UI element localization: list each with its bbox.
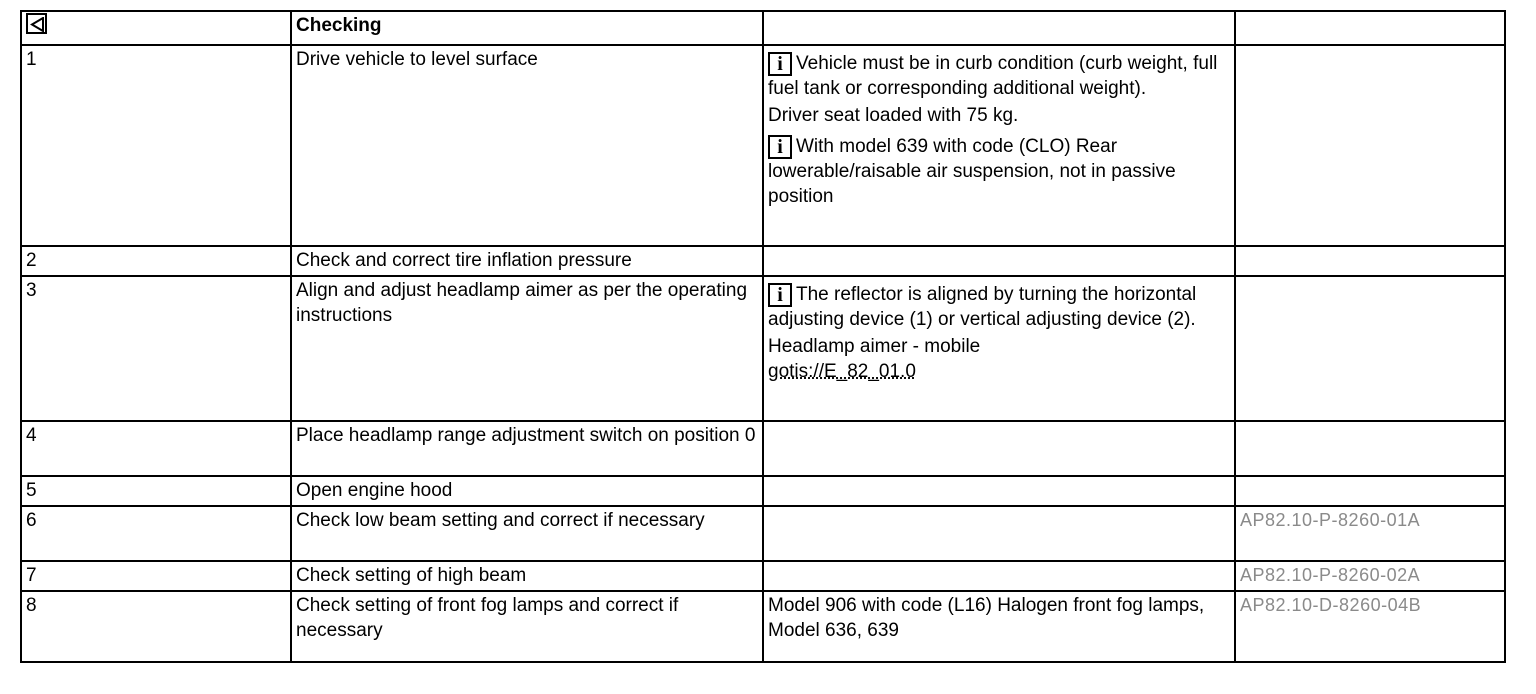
page-title: Checking bbox=[291, 11, 763, 45]
table-row bbox=[21, 591, 1505, 662]
header-empty-cell bbox=[763, 11, 1235, 45]
step-number: 2 bbox=[21, 246, 291, 276]
table-row bbox=[21, 561, 1505, 591]
table-header-row bbox=[21, 11, 1505, 45]
step-ref bbox=[1235, 246, 1505, 276]
step-ref[interactable]: AP82.10-P-8260-02A bbox=[1235, 561, 1505, 591]
procedure-table bbox=[20, 10, 1506, 663]
step-notes bbox=[763, 421, 1235, 476]
note bbox=[768, 282, 1230, 332]
note-text: Vehicle must be in curb condition (curb weight, full fuel tank or corresponding additional weight). bbox=[768, 53, 1218, 99]
step-number: 3 bbox=[21, 276, 291, 421]
step-notes bbox=[763, 591, 1235, 662]
note-text: The reflector is aligned by turning the horizontal adjusting device (1) or vertical adjusting device (2). bbox=[768, 284, 1197, 330]
step-action: Place headlamp range adjustment switch on position 0 bbox=[291, 421, 763, 476]
note-text: Headlamp aimer - mobile bbox=[768, 336, 981, 357]
info-icon: i bbox=[768, 52, 792, 76]
step-ref bbox=[1235, 45, 1505, 246]
table-row bbox=[21, 476, 1505, 506]
step-action: Check setting of high beam bbox=[291, 561, 763, 591]
note-link-wrap bbox=[768, 359, 1230, 384]
step-number: 7 bbox=[21, 561, 291, 591]
step-notes bbox=[763, 476, 1235, 506]
note-text: Model 636, 639 bbox=[768, 620, 899, 641]
note-text: Model 906 with code (L16) Halogen front fog lamps, bbox=[768, 595, 1205, 616]
step-number: 4 bbox=[21, 421, 291, 476]
table-row bbox=[21, 246, 1505, 276]
gotis-link[interactable]: gotis://E_82_01.0 bbox=[768, 361, 916, 382]
info-icon: i bbox=[768, 283, 792, 307]
table-row bbox=[21, 421, 1505, 476]
step-action: Check low beam setting and correct if necessary bbox=[291, 506, 763, 561]
step-ref bbox=[1235, 421, 1505, 476]
step-action: Check setting of front fog lamps and correct if necessary bbox=[291, 591, 763, 662]
step-action: Drive vehicle to level surface bbox=[291, 45, 763, 246]
info-icon: i bbox=[768, 135, 792, 159]
note bbox=[768, 51, 1230, 101]
step-notes bbox=[763, 561, 1235, 591]
step-number: 1 bbox=[21, 45, 291, 246]
step-action: Open engine hood bbox=[291, 476, 763, 506]
table-row bbox=[21, 45, 1505, 246]
step-ref bbox=[1235, 276, 1505, 421]
step-notes bbox=[763, 506, 1235, 561]
header-icon-cell bbox=[21, 11, 291, 45]
step-number: 8 bbox=[21, 591, 291, 662]
note-text: With model 639 with code (CLO) Rear lowerable/raisable air suspension, not in passive position bbox=[768, 136, 1176, 207]
table-row bbox=[21, 506, 1505, 561]
step-ref[interactable]: AP82.10-P-8260-01A bbox=[1235, 506, 1505, 561]
step-ref[interactable]: AP82.10-D-8260-04B bbox=[1235, 591, 1505, 662]
step-number: 5 bbox=[21, 476, 291, 506]
step-notes bbox=[763, 246, 1235, 276]
table-row bbox=[21, 276, 1505, 421]
step-notes bbox=[763, 276, 1235, 421]
step-notes bbox=[763, 45, 1235, 246]
step-number: 6 bbox=[21, 506, 291, 561]
note bbox=[768, 134, 1230, 209]
header-empty-cell bbox=[1235, 11, 1505, 45]
step-ref bbox=[1235, 476, 1505, 506]
step-action: Align and adjust headlamp aimer as per the operating instructions bbox=[291, 276, 763, 421]
back-triangle-icon[interactable] bbox=[26, 13, 47, 34]
note-text: Driver seat loaded with 75 kg. bbox=[768, 105, 1019, 126]
step-action: Check and correct tire inflation pressure bbox=[291, 246, 763, 276]
